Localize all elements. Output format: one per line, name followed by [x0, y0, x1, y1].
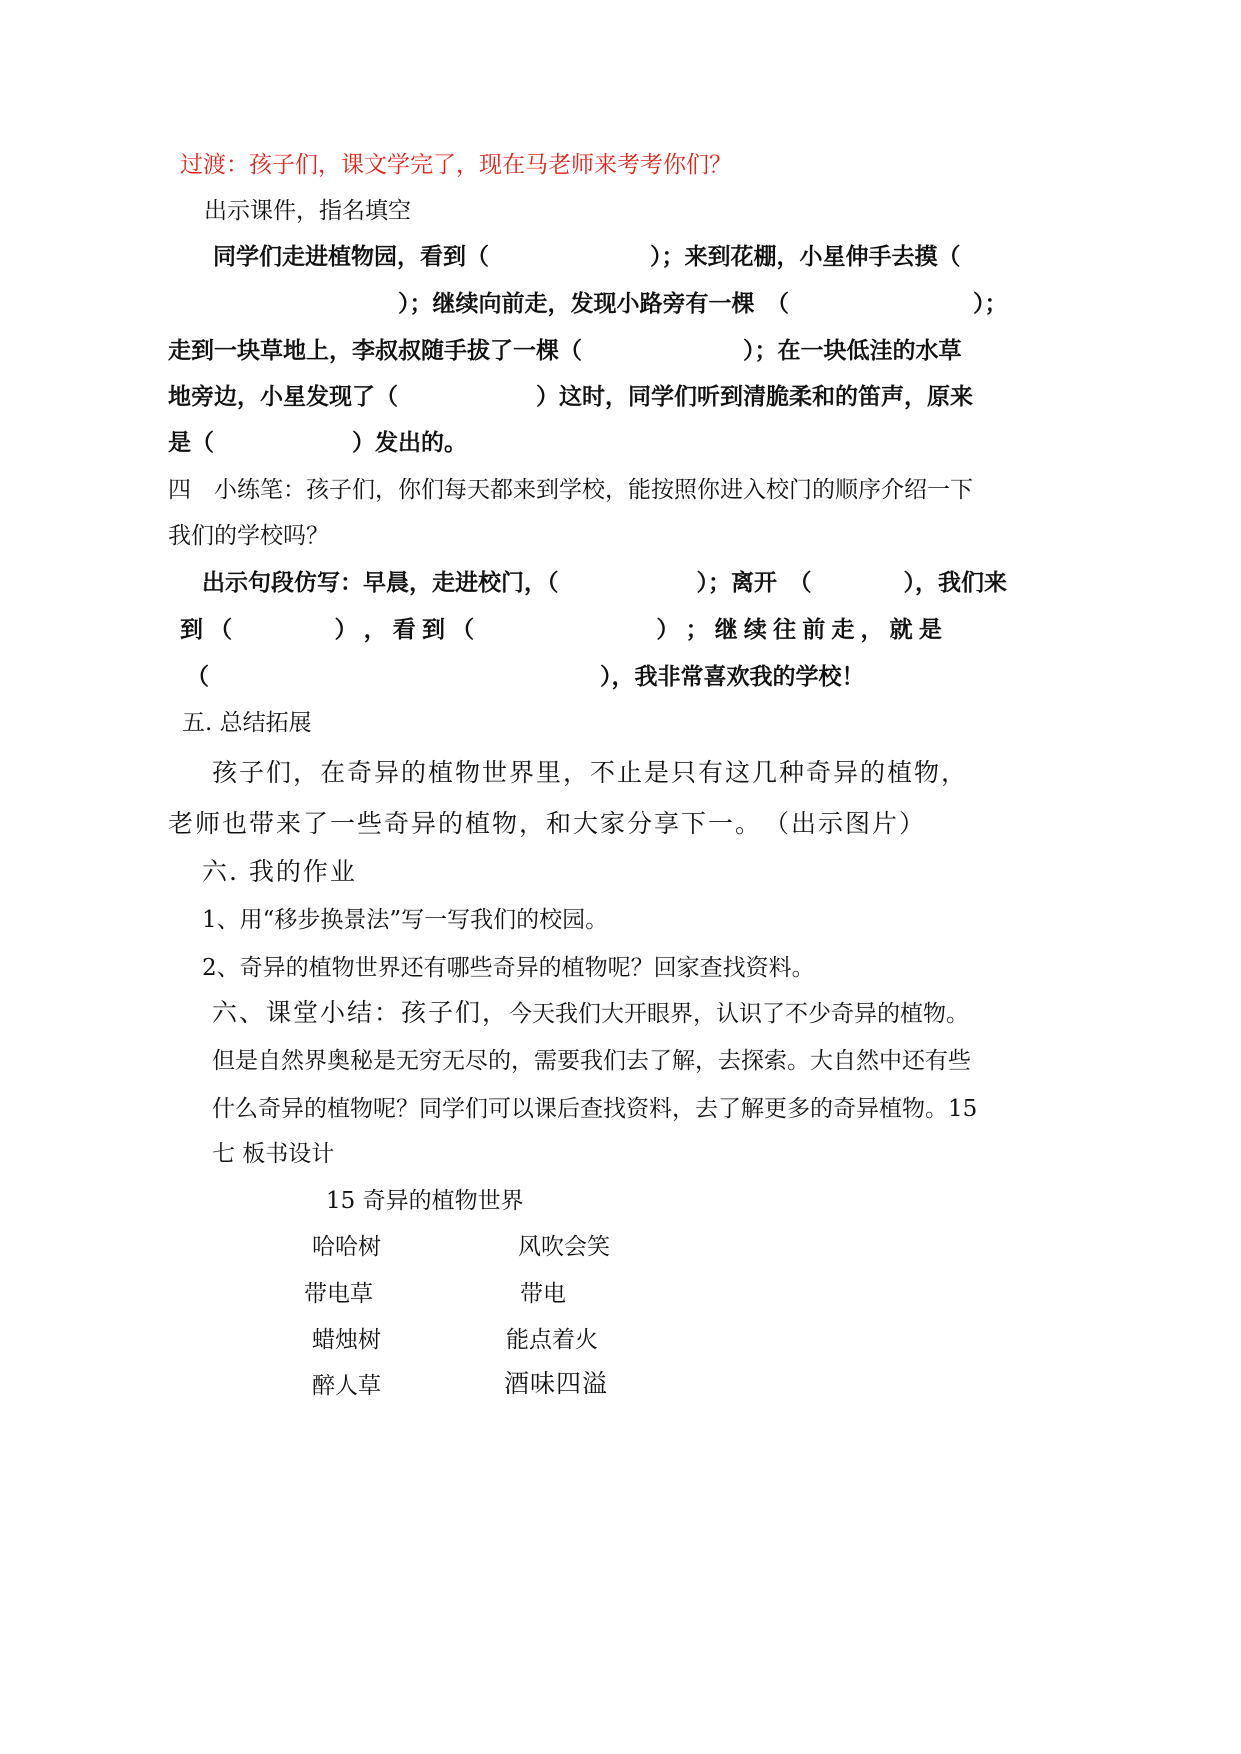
fill2-char: 走 — [831, 616, 855, 643]
fill1-line1: 同学们走进植物园，看到（ ）；来到花棚，小星伸手去摸（ — [213, 243, 961, 270]
fill2-char: ， — [363, 616, 387, 643]
fill2-char: ； — [685, 616, 709, 643]
summary-head: 六、课堂小结：孩子们， — [212, 998, 510, 1027]
fill2-blank — [480, 615, 650, 645]
transition-text: 过渡：孩子们，课文学完了，现在马老师来考考你们？ — [180, 152, 732, 178]
section5-para2: 老师也带来了一些奇异的植物，和大家分享下一。 （出示图片） — [168, 809, 927, 838]
summary-line1-rest: 今天我们大开眼界，认识了不少奇异的植物。 — [509, 1001, 970, 1027]
fill2-char: ） — [656, 616, 680, 643]
homework-item-2: 2、奇异的植物世界还有哪些奇异的植物呢？回家查找资料。 — [202, 955, 815, 981]
board-title: 七 板书设计 — [212, 1141, 335, 1167]
fill2-char: ， — [860, 616, 884, 643]
section5-title: 五. 总结拓展 — [182, 710, 312, 736]
section4-line1: 四 小练笔：孩子们，你们每天都来到学校，能按照你进入校门的顺序介绍一下 — [168, 477, 973, 503]
fill2-char: 续 — [743, 616, 767, 643]
board-subtitle: 15 奇异的植物世界 — [326, 1188, 524, 1214]
fill1-line4: 地旁边，小星发现了（ ）这时，同学们听到清脆柔和的笛声，原来 — [168, 383, 973, 410]
fill2-char: 是 — [918, 616, 942, 643]
board-feature: 带电 — [520, 1281, 566, 1307]
board-feature: 酒味四溢 — [504, 1369, 609, 1398]
fill2-char: 往 — [773, 616, 797, 643]
summary-line3-number: 15 — [948, 1096, 978, 1122]
fill2-char: 到 — [421, 616, 445, 643]
summary-line1 — [212, 998, 969, 1029]
fill2-char: ） — [334, 616, 358, 643]
fill1-line2: ）；继续向前走，发现小路旁有一棵 （ ）； — [168, 290, 1008, 317]
section4-line2: 我们的学校吗？ — [168, 523, 329, 549]
board-feature: 风吹会笑 — [518, 1234, 610, 1260]
board-plant: 哈哈树 — [312, 1234, 381, 1260]
fill2-char: 看 — [392, 616, 416, 643]
board-plant: 醉人草 — [312, 1373, 381, 1399]
board-plant: 蜡烛树 — [312, 1327, 381, 1353]
fill2-char: 就 — [889, 616, 913, 643]
fill2-char: （ — [209, 616, 233, 643]
fill2-line1: 出示句段仿写：早晨，走进校门，（ ）；离开 （ ），我们来 — [202, 569, 1007, 596]
fill1-line5: 是（ ）发出的。 — [168, 429, 467, 456]
fill1-line3: 走到一块草地上，李叔叔随手拔了一棵（ ）；在一块低洼的水草 — [168, 337, 962, 364]
homework-item-1: 1、用“移步换景法”写一写我们的校园。 — [202, 907, 609, 933]
board-feature: 能点着火 — [506, 1327, 598, 1353]
section6-title: 六. 我的作业 — [202, 857, 357, 886]
fill2-line2 — [180, 615, 942, 645]
summary-line3 — [212, 1094, 977, 1124]
fill2-char: （ — [451, 616, 475, 643]
section5-para1: 孩子们，在奇异的植物世界里，不止是只有这几种奇异的植物， — [212, 758, 969, 787]
fill2-dao-group — [180, 615, 203, 645]
courseware-instruction: 出示课件，指名填空 — [204, 198, 411, 224]
fill2-char: 到 — [180, 616, 203, 643]
fill2-blank — [238, 615, 328, 645]
board-plant: 带电草 — [304, 1281, 373, 1307]
fill2-line3: （ ），我非常喜欢我的学校！ — [186, 663, 865, 690]
fill2-char: 前 — [802, 616, 826, 643]
summary-line3-text: 什么奇异的植物呢？同学们可以课后查找资料，去了解更多的奇异植物。 — [212, 1096, 948, 1122]
summary-line2: 但是自然界奥秘是无穷无尽的，需要我们去了解，去探索。大自然中还有些 — [212, 1048, 971, 1074]
fill2-char: 继 — [714, 616, 738, 643]
